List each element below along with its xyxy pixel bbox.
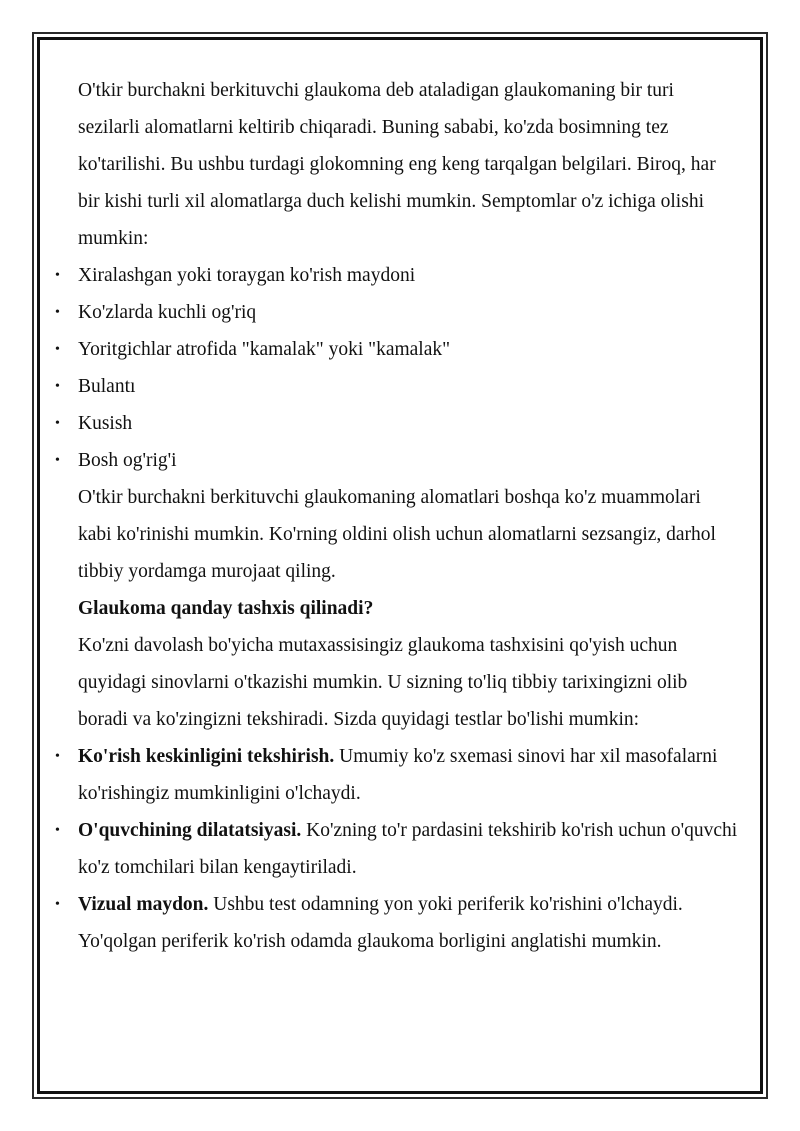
symptom-text: Bosh og'rig'i (78, 450, 177, 471)
list-item (55, 405, 738, 442)
bullet-icon: • (55, 749, 60, 764)
bullet-icon: • (55, 416, 60, 431)
diagnosis-paragraph: Ko'zni davolash bo'yicha mutaxassisingiz glaukoma tashxisini qo'yish uchun quyidagi sinovlarni o'tkazishi mumkin. U sizning to'liq tibbiy tarixingizni olib boradi va ko'zingizni tekshiradi. Sizda quyidagi testlar bo'lishi mumkin: (78, 635, 688, 730)
test-term: Vizual maydon. (78, 894, 209, 915)
test-term: O'quvchining dilatatsiyasi. (78, 820, 302, 841)
bullet-icon: • (55, 268, 60, 283)
test-term: Ko'rish keskinligini tekshirish. (78, 746, 335, 767)
intro-paragraph: O'tkir burchakni berkituvchi glaukoma deb ataladigan glaukomaning bir turi sezilarli alomatlarni keltirib chiqaradi. Buning sababi, ko'zda bosimning tez ko'tarilishi. Bu ushbu turdagi glokomning eng keng tarqalgan belgilari. Biroq, har bir kishi turli xil alomatlarga duch kelishi mumkin. Semptomlar o'z ichiga olishi mumkin: (78, 80, 716, 249)
bullet-icon: • (55, 453, 60, 468)
list-item (55, 368, 738, 405)
list-item (55, 294, 738, 331)
bullet-icon: • (55, 342, 60, 357)
symptoms-list (55, 257, 738, 479)
symptom-text: Kusish (78, 413, 133, 434)
symptom-text: Xiralashgan yoki toraygan ko'rish maydoni (78, 265, 416, 286)
diagnosis-heading: Glaukoma qanday tashxis qilinadi? (78, 598, 374, 619)
list-item (55, 738, 738, 812)
bullet-icon: • (55, 823, 60, 838)
symptom-text: Ko'zlarda kuchli og'riq (78, 302, 257, 323)
symptom-text: Yoritgichlar atrofida "kamalak" yoki "kamalak" (78, 339, 451, 360)
list-item (55, 812, 738, 886)
list-item (55, 331, 738, 368)
document-body (55, 72, 738, 960)
list-item (55, 886, 738, 960)
bullet-icon: • (55, 897, 60, 912)
symptom-text: Bulantı (78, 376, 136, 397)
list-item (55, 257, 738, 294)
tests-list (55, 738, 738, 960)
test-description: Ushbu test odamning yon yoki periferik ko'rishini o'lchaydi. Yo'qolgan periferik ko'rish odamda glaukoma borligini anglatishi mumkin. (78, 894, 683, 952)
test-description: Ko'zning to'r pardasini tekshirib ko'rish uchun o'quvchi ko'z tomchilari bilan kengaytiriladi. (78, 820, 738, 878)
symptoms-note-paragraph: O'tkir burchakni berkituvchi glaukomaning alomatlari boshqa ko'z muammolari kabi ko'rinishi mumkin. Ko'rning oldini olish uchun alomatlarni sezsangiz, darhol tibbiy yordamga murojaat qiling. (78, 487, 716, 582)
bullet-icon: • (55, 379, 60, 394)
list-item (55, 442, 738, 479)
bullet-icon: • (55, 305, 60, 320)
test-description: Umumiy ko'z sxemasi sinovi har xil masofalarni ko'rishingiz mumkinligini o'lchaydi. (78, 746, 718, 804)
